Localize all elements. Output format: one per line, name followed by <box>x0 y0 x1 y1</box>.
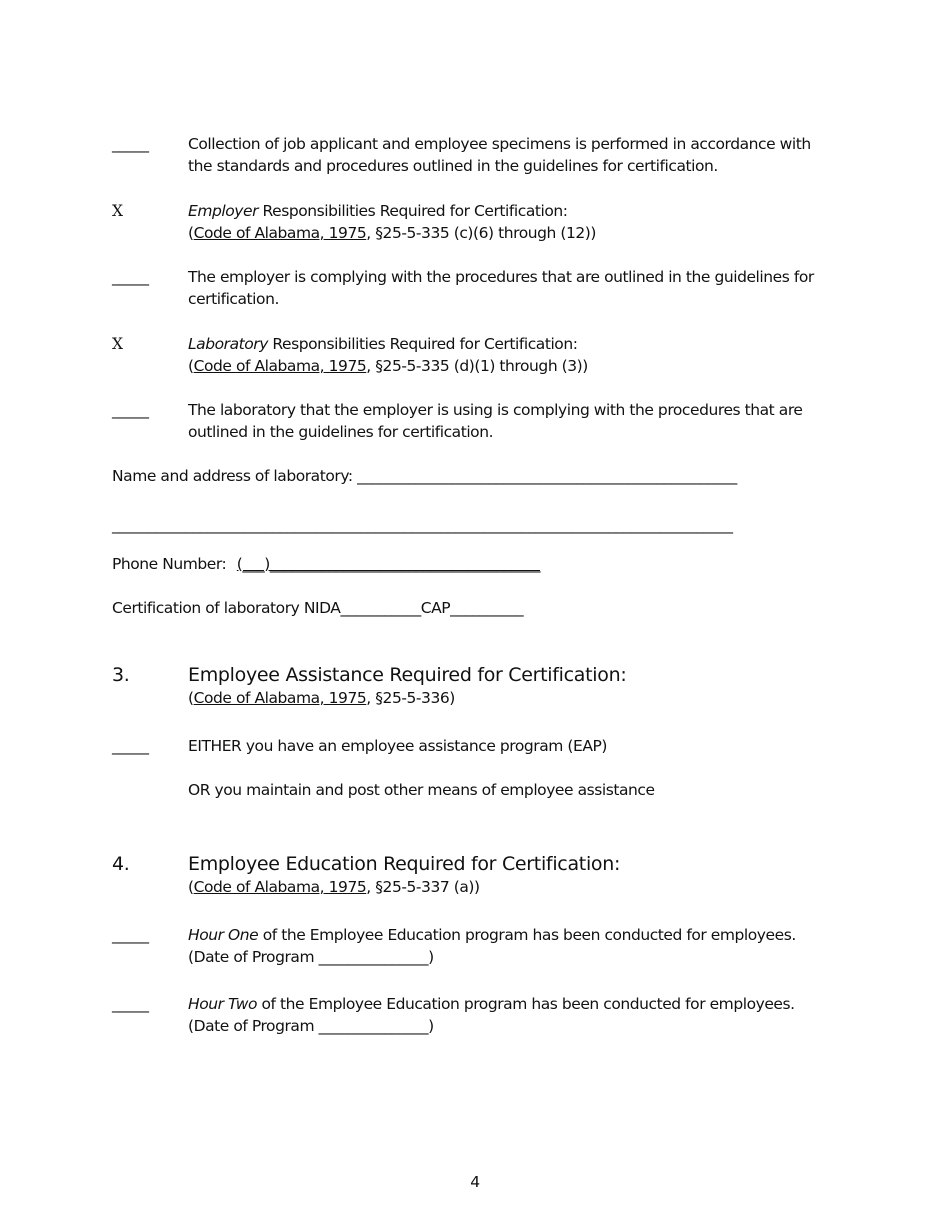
item-text: EITHER you have an employee assistance program (EAP) <box>188 737 607 755</box>
item-text <box>188 924 838 968</box>
item-label: Employer <box>188 202 259 220</box>
section-heading-block: Employee Assistance Required for Certification: (Code of Alabama, 1975, §25-5-336) <box>188 664 627 707</box>
item-label: Hour One <box>188 926 259 944</box>
checkbox-mark[interactable]: X <box>112 335 124 353</box>
section-number: 4. <box>112 853 130 875</box>
section-title: Employee Assistance Required for Certification: <box>188 664 627 686</box>
item-text: Employer Responsibilities Required for Certification: (Code of Alabama, 1975, §25-5-335 (c)(6) through (12)) <box>188 202 596 242</box>
citation-rest: , §25-5-336) <box>366 689 455 707</box>
checkbox-blank[interactable]: _____ <box>112 135 149 153</box>
checkbox-blank[interactable]: _____ <box>112 995 149 1013</box>
item-rest: of the Employee Education program has been conducted for employees. <box>262 926 796 944</box>
phone-number-field <box>112 553 540 575</box>
item-text: The laboratory that the employer is using is complying with the procedures that are outlined in the guidelines for certification. <box>188 401 803 441</box>
section-number: 3. <box>112 664 130 686</box>
date-of-program-field[interactable]: (Date of Program _______________) <box>188 1017 434 1035</box>
item-text: The employer is complying with the procedures that are outlined in the guidelines for certification. <box>188 268 814 308</box>
item-text: Laboratory Responsibilities Required for Certification: (Code of Alabama, 1975, §25-5-335 (d)(1) through (3)) <box>188 335 588 375</box>
item-label: Laboratory <box>188 335 268 353</box>
citation-rest: , §25-5-335 (d)(1) through (3)) <box>366 357 588 375</box>
section-title: Employee Education Required for Certification: <box>188 853 621 875</box>
page-number: 4 <box>470 1173 480 1191</box>
phone-label: Phone Number: <box>112 555 227 573</box>
checkbox-blank[interactable]: _____ <box>112 268 149 286</box>
citation-code: Code of Alabama, 1975 <box>193 689 367 707</box>
section-heading-block: Employee Education Required for Certification: (Code of Alabama, 1975, §25-5-337 (a)) <box>188 853 621 896</box>
checkbox-mark[interactable]: X <box>112 202 124 220</box>
item-text: Collection of job applicant and employee specimens is performed in accordance with the standards and procedures outlined in the guidelines for certification. <box>188 135 811 175</box>
checkbox-blank[interactable]: _____ <box>112 926 149 944</box>
lab-name-address-field[interactable]: Name and address of laboratory: ____________________________________________________ <box>112 467 737 485</box>
item-rest: Responsibilities Required for Certification: <box>262 202 568 220</box>
date-of-program-field[interactable]: (Date of Program _______________) <box>188 948 434 966</box>
item-text <box>188 993 838 1037</box>
citation-code: Code of Alabama, 1975 <box>193 357 367 375</box>
phone-input-blank[interactable]: (___)_____________________________________ <box>236 555 540 573</box>
citation-code: Code of Alabama, 1975 <box>193 224 367 242</box>
citation-code: Code of Alabama, 1975 <box>193 878 367 896</box>
item-text: OR you maintain and post other means of employee assistance <box>188 781 655 799</box>
checkbox-blank[interactable]: _____ <box>112 401 149 419</box>
item-rest: Responsibilities Required for Certification: <box>272 335 578 353</box>
citation-rest: , §25-5-337 (a)) <box>366 878 480 896</box>
lab-address-continuation-line[interactable]: _____________________________________________________________________________________ <box>112 516 733 534</box>
item-rest: of the Employee Education program has been conducted for employees. <box>261 995 795 1013</box>
citation-rest: , §25-5-335 (c)(6) through (12)) <box>366 224 596 242</box>
item-label: Hour Two <box>188 995 258 1013</box>
checkbox-blank[interactable]: _____ <box>112 737 149 755</box>
laboratory-certification-field[interactable]: Certification of laboratory NIDA___________CAP__________ <box>112 599 524 617</box>
